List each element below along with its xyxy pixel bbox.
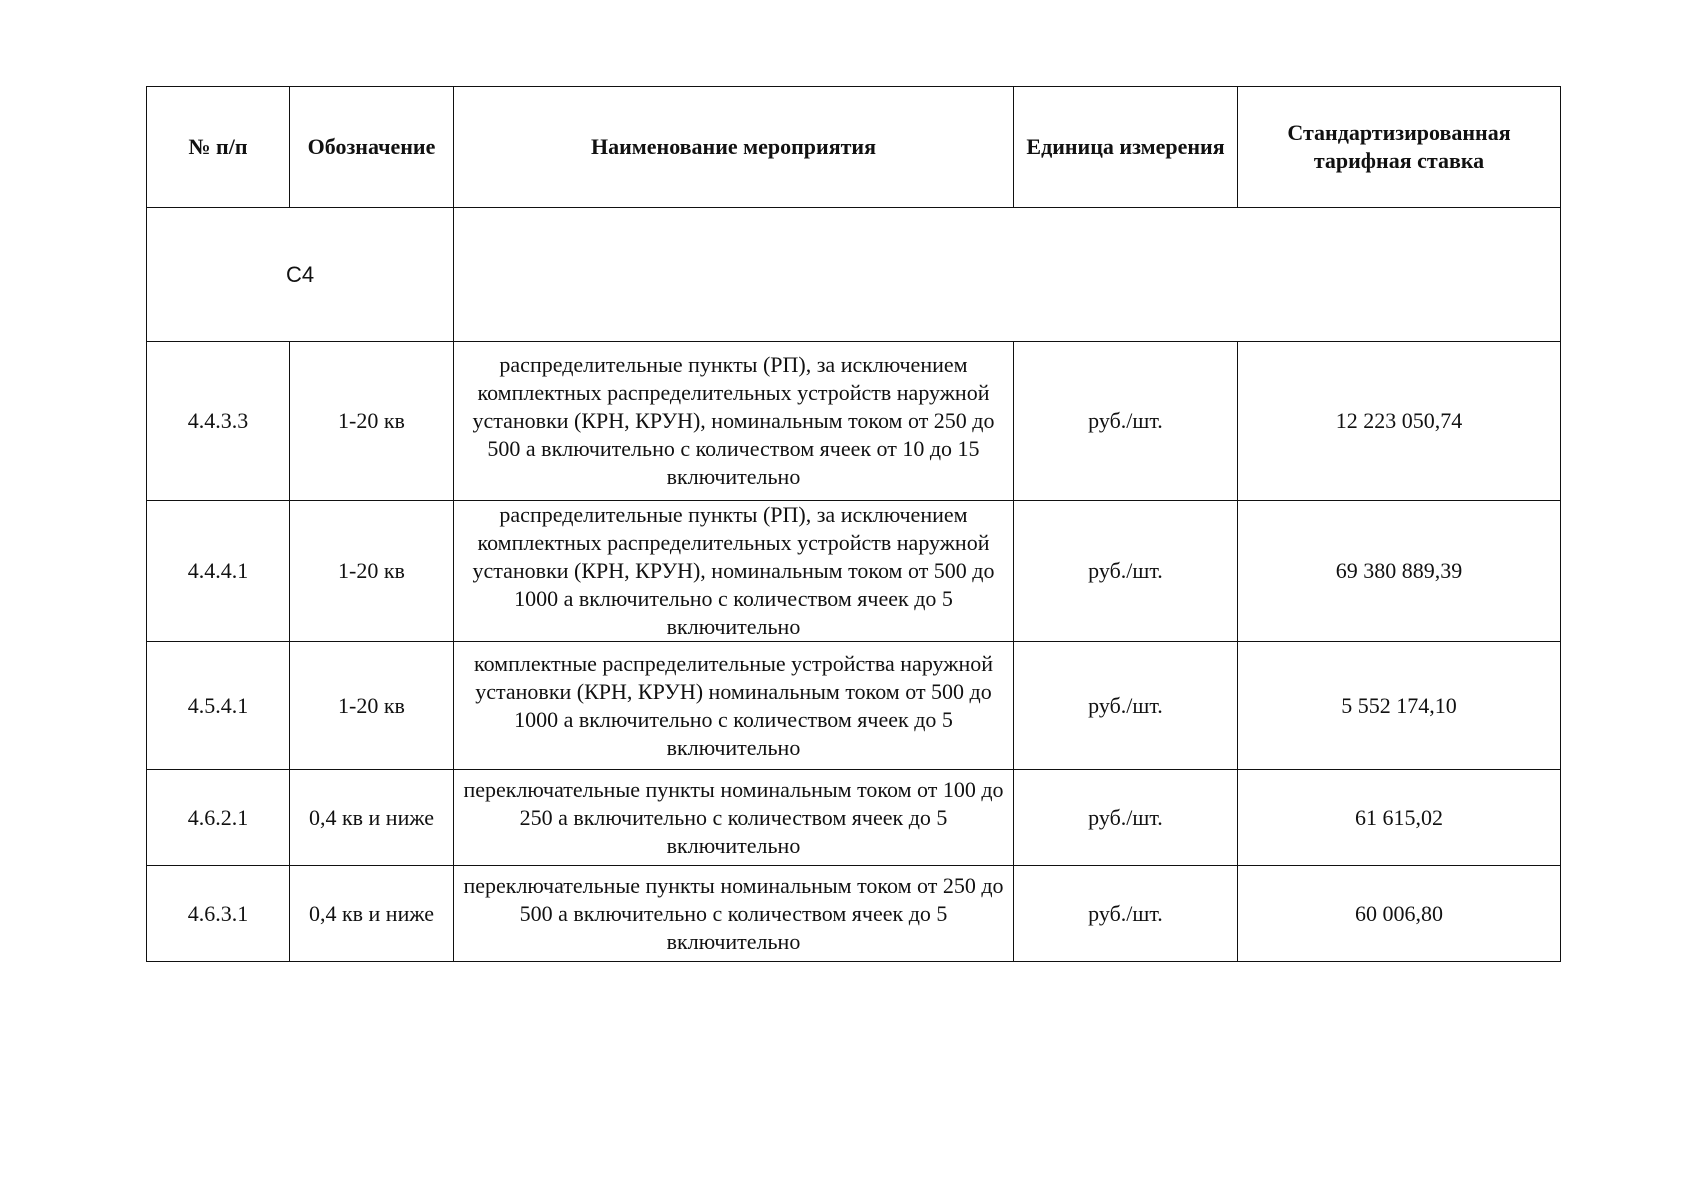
- row-name: переключательные пункты номинальным током от 250 до 500 а включительно с количеством ячеек до 5 включительно: [454, 866, 1014, 962]
- row-rate: 61 615,02: [1238, 770, 1561, 866]
- tariff-table: [146, 86, 1561, 962]
- row-unit: руб./шт.: [1014, 501, 1238, 642]
- row-rate: 60 006,80: [1238, 866, 1561, 962]
- row-number: 4.4.3.3: [147, 342, 290, 501]
- header-code: Обозначение: [290, 87, 454, 208]
- row-name: комплектные распределительные устройства наружной установки (КРН, КРУН) номинальным током от 500 до 1000 а включительно с количеством ячеек до 5 включительно: [454, 642, 1014, 770]
- table-row: [147, 866, 1561, 962]
- row-code: 1-20 кв: [290, 342, 454, 501]
- table-header-row: [147, 87, 1561, 208]
- section-description: [454, 208, 1561, 342]
- row-name: распределительные пункты (РП), за исключением комплектных распределительных устройств наружной установки (КРН, КРУН), номинальным током от 500 до 1000 а включительно с количеством ячеек до 5 включительно: [454, 501, 1014, 642]
- row-code: 0,4 кв и ниже: [290, 866, 454, 962]
- header-name: Наименование мероприятия: [454, 87, 1014, 208]
- header-unit: Единица измерения: [1014, 87, 1238, 208]
- row-name: переключательные пункты номинальным током от 100 до 250 а включительно с количеством ячеек до 5 включительно: [454, 770, 1014, 866]
- row-unit: руб./шт.: [1014, 866, 1238, 962]
- row-number: 4.6.3.1: [147, 866, 290, 962]
- row-rate: 69 380 889,39: [1238, 501, 1561, 642]
- row-unit: руб./шт.: [1014, 770, 1238, 866]
- row-rate: 12 223 050,74: [1238, 342, 1561, 501]
- table-row: [147, 770, 1561, 866]
- row-rate: 5 552 174,10: [1238, 642, 1561, 770]
- row-number: 4.5.4.1: [147, 642, 290, 770]
- row-unit: руб./шт.: [1014, 642, 1238, 770]
- section-label: С4: [147, 208, 454, 342]
- row-number: 4.4.4.1: [147, 501, 290, 642]
- table-row: [147, 501, 1561, 642]
- row-number: 4.6.2.1: [147, 770, 290, 866]
- section-row: [147, 208, 1561, 342]
- table-row: [147, 642, 1561, 770]
- row-name: распределительные пункты (РП), за исключением комплектных распределительных устройств наружной установки (КРН, КРУН), номинальным током от 250 до 500 а включительно с количеством ячеек от 10 до 15 включительно: [454, 342, 1014, 501]
- table-row: [147, 342, 1561, 501]
- row-code: 1-20 кв: [290, 501, 454, 642]
- header-rate: Стандартизированная тарифная ставка: [1238, 87, 1561, 208]
- row-code: 0,4 кв и ниже: [290, 770, 454, 866]
- row-unit: руб./шт.: [1014, 342, 1238, 501]
- header-number: № п/п: [147, 87, 290, 208]
- row-code: 1-20 кв: [290, 642, 454, 770]
